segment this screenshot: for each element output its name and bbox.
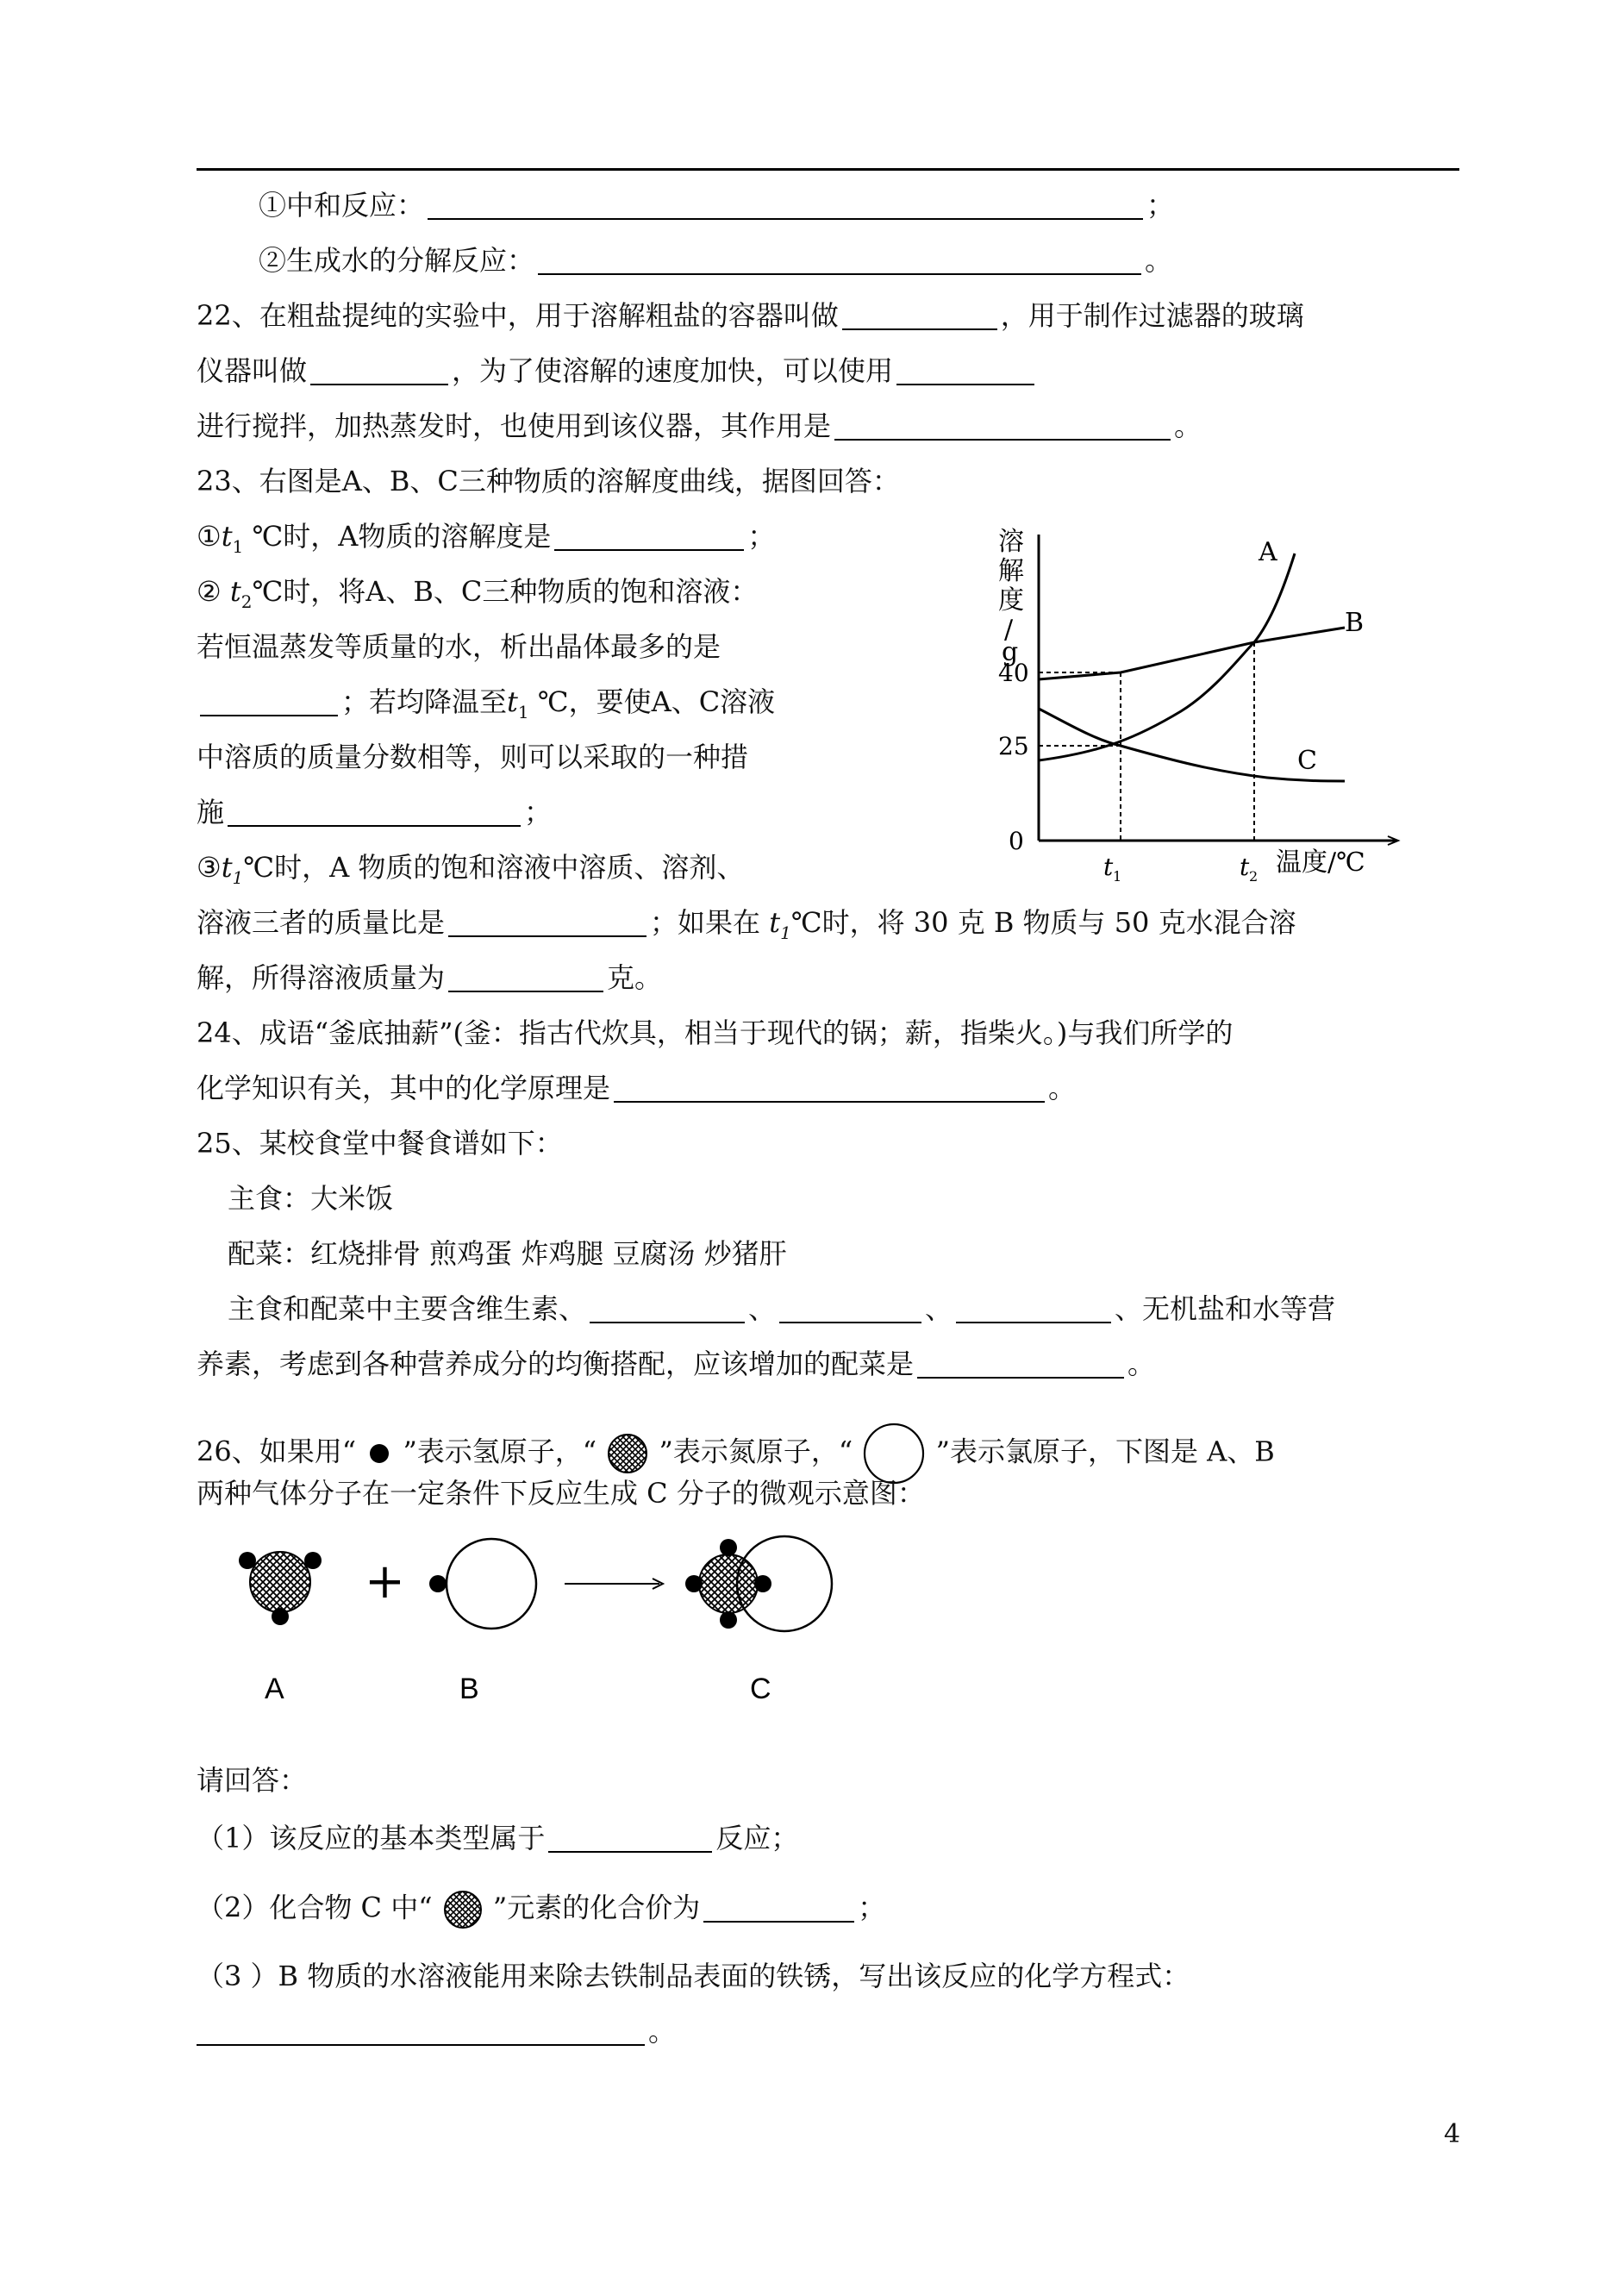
q25-staple: 主食：大米饭 <box>228 1182 394 1215</box>
q22-line1: 22、在粗盐提纯的实验中，用于溶解粗盐的容器叫做 ，用于制作过滤器的玻璃 <box>197 299 1304 332</box>
q26-line2: 两种气体分子在一定条件下反应生成 C 分子的微观示意图： <box>197 1477 925 1510</box>
series-label-c: C <box>1297 746 1317 776</box>
molecule-a <box>239 1552 322 1625</box>
answer-blank[interactable] <box>197 2018 645 2046</box>
q26-part3-answer: 。 <box>197 2014 676 2048</box>
answer-blank[interactable] <box>538 247 1141 275</box>
q23-s2-line4: 中溶质的质量分数相等，则可以采取的一种措 <box>197 741 749 773</box>
q22-line2: 仪器叫做 ，为了使溶解的速度加快，可以使用 <box>197 353 1038 388</box>
q23-s3-line3: 解，所得溶液质量为 克。 <box>197 961 663 994</box>
answer-blank[interactable] <box>896 358 1034 385</box>
q23-s3-line2: 溶液三者的质量比是 ；如果在 $t_1℃$时，将 30 克 B 物质与 50 克水混合溶 <box>197 906 1296 943</box>
svg-text:t: t <box>1240 853 1250 881</box>
answer-blank[interactable] <box>310 358 448 385</box>
y-axis-label-3: 度 <box>998 585 1024 616</box>
q25-dishes: 配菜：红烧排骨 煎鸡蛋 炸鸡腿 豆腐汤 炒猪肝 <box>228 1237 787 1270</box>
answer-blank[interactable] <box>842 303 997 330</box>
y-tick-40: 40 <box>998 659 1029 687</box>
y-tick-25: 25 <box>998 732 1029 760</box>
molecule-b <box>429 1539 536 1629</box>
answer-blank[interactable] <box>956 1296 1111 1323</box>
label-a: A <box>265 1673 284 1705</box>
answer-blank[interactable] <box>228 799 521 827</box>
y-axis-label-1: 溶 <box>998 527 1024 557</box>
q23-s2-line3: ；若均降温至$t_1$ ℃，要使A、C溶液 <box>197 685 775 729</box>
svg-text:t: t <box>1103 853 1114 881</box>
q24-line2: 化学知识有关，其中的化学原理是 。 <box>197 1072 1077 1104</box>
hydrogen-atom-icon <box>365 1439 394 1468</box>
origin-label: 0 <box>1009 827 1024 855</box>
svg-text:2: 2 <box>1249 868 1259 885</box>
y-axis-label-4: / <box>1004 615 1014 645</box>
q26-part1: （1）该反应的基本类型属于 反应； <box>197 1822 799 1854</box>
answer-blank[interactable] <box>554 523 744 551</box>
curve-b <box>1039 628 1345 679</box>
q26-part3: （3 ）B 物质的水溶液能用来除去铁制品表面的铁锈，写出该反应的化学方程式： <box>197 1960 1190 1992</box>
q22-line3: 进行搅拌，加热蒸发时，也使用到该仪器，其作用是 。 <box>197 410 1202 442</box>
y-axis-label-2: 解 <box>998 556 1024 586</box>
q23-s1: $①t_1$ ℃时，A物质的溶解度是 ； <box>197 520 776 557</box>
q23-intro: 23、右图是A、B、C三种物质的溶解度曲线，据图回答： <box>197 465 900 497</box>
answer-blank[interactable] <box>703 1895 854 1923</box>
q24-line1: 24、成语“釜底抽薪”(釜：指古代炊具，相当于现代的锅；薪，指柴火。)与我们所学的 <box>197 1016 1234 1049</box>
q23-s2-line2: 若恒温蒸发等质量的水，析出晶体最多的是 <box>197 630 721 663</box>
q25-line3: 主食和配菜中主要含维生素、 、 、 、无机盐和水等营 <box>228 1292 1336 1325</box>
answer-blank[interactable] <box>779 1296 921 1323</box>
answer-blank[interactable] <box>448 910 646 937</box>
reaction-diagram <box>228 1513 884 1724</box>
plus-sign: + <box>365 1554 405 1610</box>
q23-s3-line1: $③t_1℃$时，A 物质的饱和溶液中溶质、溶剂、 <box>197 851 745 888</box>
answer-blank[interactable] <box>428 192 1143 220</box>
q23-s2-line5: 施 ； <box>197 796 553 829</box>
series-label-b: B <box>1345 608 1365 638</box>
q26-part2: （2）化合物 C 中“ ”元素的化合价为 ； <box>197 1888 885 1931</box>
q23-s2-line1: ② $t_2℃$时，将A、B、C三种物质的饱和溶液： <box>197 575 759 612</box>
page-number: 4 <box>1444 2119 1461 2149</box>
label-c: C <box>750 1673 771 1705</box>
series-label-a: A <box>1259 537 1277 567</box>
x-tick-t1 <box>1103 853 1121 885</box>
molecule-c <box>685 1536 832 1631</box>
label-b: B <box>459 1673 479 1705</box>
y-axis-label-5: g <box>1002 637 1019 667</box>
q26-answer-prompt: 请回答： <box>197 1764 308 1797</box>
answer-blank[interactable] <box>614 1075 1045 1103</box>
x-tick-t2 <box>1240 853 1258 885</box>
q21-item2: ②生成水的分解反应： 。 <box>259 244 1173 277</box>
q25-intro: 25、某校食堂中餐食谱如下： <box>197 1127 563 1160</box>
nitrogen-atom-icon <box>441 1888 484 1931</box>
q25-line4: 养素，考虑到各种营养成分的均衡搭配，应该增加的配菜是 。 <box>197 1348 1156 1380</box>
answer-blank[interactable] <box>548 1825 712 1853</box>
x-axis-label: 温度/℃ <box>1276 847 1365 878</box>
q26-line1: 26、如果用“ ”表示氢原子，“ ”表示氮原子，“ ”表示氯原子，下图是 A、B <box>197 1421 1275 1486</box>
answer-blank[interactable] <box>200 689 338 716</box>
nitrogen-atom-icon <box>605 1431 650 1476</box>
solubility-chart <box>983 526 1414 897</box>
answer-blank[interactable] <box>448 965 603 992</box>
answer-blank[interactable] <box>917 1351 1124 1379</box>
svg-text:1: 1 <box>1113 868 1122 885</box>
answer-blank[interactable] <box>590 1296 745 1323</box>
header-rule <box>197 168 1459 171</box>
q21-item1: ①中和反应： ； <box>259 189 1175 222</box>
reaction-arrow <box>565 1579 663 1589</box>
answer-blank[interactable] <box>834 413 1171 441</box>
